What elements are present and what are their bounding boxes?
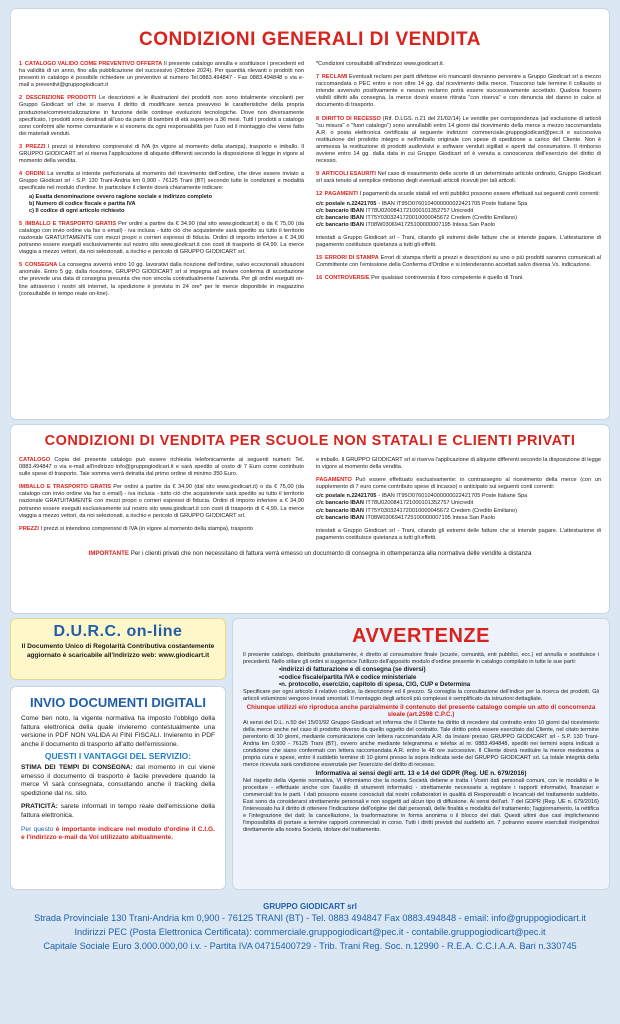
clause-text: I prezzi si intendono comprensivi di IVA (in vigore al momento della stampa), trasporto e imballo. Il GRUPPO GIODICART srl si riserva l'applicazione di aliquote differenti secondo la disposizione di legge in vigore al momento della vendita. [19, 143, 304, 165]
clause-text: Può essere effettuato esclusivamente: in contrassegno al ricevimento della merce (con un supplemento di 7 euro come contributo spese di incasso) o anticipato sui seguenti conti correnti: [316, 477, 601, 491]
clause-imballo [19, 221, 304, 256]
company-name: GRUPPO GIODICART srl [263, 902, 357, 911]
payment-accounts-list [316, 493, 601, 521]
account-label: c/c bancario IBAN [316, 214, 364, 221]
clause-esauriti [316, 171, 601, 185]
digital-intro: Come ben noto, la vigente normativa ha imposto l'obbligo della fattura elettronica della quale invieremo contestualmente una versione in PDF NON VALIDA AI FINI FISCALI. Invieremo in PDF anche il documento di trasporto all'atto dell'emissione. [21, 715, 215, 748]
clause-text: Copia del presente catalogo può essere richiesta telefonicamente ai seguenti numeri: Tel. 0883.494847 o via e-mail all'indirizzo info@gruppogiodicart.it e sarà spedito al costo di 7 Euro come contributo sulle spese di trasporto. Tale somma verrà detratta dal primo ordine di minimo 350 Euro. [19, 457, 304, 478]
private-imballo [19, 484, 304, 519]
durc-body: Il Documento Unico di Regolarità Contributiva costantemente aggiornato è scaricabile all'indirizzo web: www.giodicart.it [21, 643, 215, 659]
account-detail: IT78U0200841721000101352757 Unicredit [365, 207, 474, 214]
note-prefix: Per questo [21, 825, 54, 833]
clause-number: 7 [316, 74, 320, 81]
private-conditions-title: CONDIZIONI DI VENDITA PER SCUOLE NON STATALI E CLIENTI PRIVATI [44, 433, 576, 449]
account-label: c/c postale n.22421705 [316, 493, 377, 500]
clause-number: 2 [19, 95, 23, 102]
clause-pagamenti [316, 191, 601, 228]
clause-text: I pagamenti da scuole statali ed enti pubblici possono essere effettuati sui seguenti conti correnti: [359, 191, 600, 198]
payment-account [316, 500, 601, 507]
clause-consegna [19, 262, 304, 297]
footer-address: Strada Provinciale 130 Trani-Andria km 0,900 - 76125 TRANI (BT) - Tel. 0883 494847 Fax 0883.494848 - email: info@gruppogiodicart.it [34, 913, 586, 923]
account-detail: IT75Y0303241720010000045672 Credem (Credito Emiliano) [365, 507, 518, 514]
clause-text: La vendita si intende perfezionata al momento del ricevimento dell'ordine, che deve essere inviato a Gruppo Giodicart srl - S.P. 130 Trani-Andria km 0,900 - 76125 Trani (BT) secondo tutte le condizioni e modalità specificate nel modulo d'ordine. In particolare il cliente dovrà chiaramente indicare: [19, 171, 305, 192]
clause-descrizione [19, 95, 304, 138]
clause-number: 4 [19, 171, 23, 178]
importante-label: IMPORTANTE [88, 549, 129, 557]
digital-documents-body [11, 710, 225, 848]
payment-accounts-list [316, 201, 601, 229]
clause-keyword: PREZZI [19, 525, 39, 532]
note-conditions: *Condizioni consultabili all'indirizzo www.giodicart.it. [316, 61, 445, 67]
clause-text: Per ordini a partire da € 34,90 (dal sito www.giodicart.it) o da € 75,00 (da catalogo con invio ordine via fax o email) - iva inclusa - tutto ciò che acquisterete sarà spedito su tutto il territorio nazionale GRATUITAMENTE con mezzi propri o corrieri espressi di fiducia. Ordini di importo inferiore a € 34,90 potranno essere eseguiti esclusivamente sul nostro sito www.giodicart.it con costi di trasporto di €4,99. La merce viaggia a mezzo vettori, da noi selezionati, a rischio e pericolo di GRUPPO GIODICART srl. [19, 220, 304, 256]
durc-title: D.U.R.C. on-line [53, 623, 183, 640]
recesso-text: Ai sensi del D.L. n.50 del 15/01/92 Gruppo Giodicart srl informa che il Cliente ha diritto di recedere dal contratto entro 10 giorni dal ricevimento della merce anche nel caso di prodotto diverso da quello oggetto del contratto. Tale diritto potrà essere esercitato dal Cliente, nel citato termine perentorio di 10 giorni, mediante comunicazione con lettera raccomandata A.R. da inviare presso GRUPPO GIODICART srl - S.P. 130 Trani-Andria km 0,900 - 76125 Trani (BT), ovvero anche mediante telegramma e telefax al nr. 0883.494848, spediti nei termini sopra indicati a condizione che siano confermati con lettera raccomandata A.R. entro le 48 ore successive. Il Cliente dovrà restituire la merce medesima a propria cura e spese, entro il suddetto termine di 10 giorni presso la sopra indicata sede del GRUPPO GIODICART srl. La totale integrità della merce ricevuta sarà condizione essenziale per l'esercizio del diritto di recesso. [243, 719, 599, 768]
general-conditions-panel [10, 8, 610, 420]
list-item: a) Esatta denominazione ovvero ragione sociale e indirizzo completo [29, 193, 213, 200]
clause-reclami [316, 74, 601, 109]
gdpr-title: Informativa ai sensi degli artt. 13 e 14 del GDPR (Reg. UE n. 679/2016) [315, 769, 527, 777]
benefit-stima [21, 764, 215, 798]
benefit-text: sarete informati in tempo reale dell'emissione della fattura elettronica. [21, 803, 215, 819]
clause-keyword: ARTICOLI ESAURITI [321, 171, 376, 178]
list-item: • n. protocollo, esercizio, capitolo di spesa, CIG, CUP e Determina [279, 681, 599, 689]
avvertenze-title: AVVERTENZE [352, 625, 490, 647]
clause-number: 5 [19, 262, 23, 269]
clause-text: Errori di stampa riferiti a prezzi e descrizioni su uno o più prodotti saranno comunicati al Committente con l'emissione della Conferma d'Ordine e si intenderanno accettati salvo diversa Vs. indicazione. [316, 255, 602, 269]
payment-account [316, 515, 601, 522]
benefits-heading: QUESTI I VANTAGGI DEL SERVIZIO: [44, 751, 192, 762]
clause-keyword: CONTROVERSIE [324, 275, 370, 282]
account-detail: IT78U0200841721000101352757 Unicredit [365, 500, 474, 507]
avvertenze-intro: Il presente catalogo, distribuito gratuitamente, è diretto al consumatore finale (scuole, comunità, enti pubblici, ecc.) ed annulla e sostituisce i precedenti. Nello stilare gli ordini si suggerisce l'utilizzo dell'apposito modulo d'ordine presente in catalogo compilato in tutte le sue parti: [243, 652, 599, 665]
footer-registry: Capitale Sociale Euro 3.000.000,00 i.v. - Partita IVA 04715400729 - Trib. Trani Reg. Soc. n.12990 - R.E.A. C.C.I.A.A. Bari n.330745 [43, 941, 577, 951]
general-left-column [19, 61, 304, 304]
order-requirements-list [29, 194, 304, 215]
benefit-text: dal momento in cui viene emesso il documento di trasporto è facile prevedere quando la merce Vi sarà consegnata, consultando anche il tracking della spedizione dal ns. sito. [21, 763, 215, 797]
account-detail: IT75Y0303241720010000045672 Credem (Credito Emiliano) [365, 214, 518, 221]
private-prezzi-continued: e imballo. Il GRUPPO GIODICART srl si riserva l'applicazione di aliquote differenti secondo la disposizione di legge in vigore al momento della vendita. [316, 457, 601, 471]
clause-number: 5 [19, 220, 23, 227]
clause-text: Per ordini a partire da € 34,90 (dal sito www.giodicart.it) o da € 75,00 (da catalogo con invio ordine via fax o email) - iva inclusa - tutto ciò che acquisterete sarà spedito su tutto il territorio nazionale GRATUITAMENTE con mezzi propri o corrieri espressi di fiducia. Ordini di importo inferiore a € 34,90 potranno essere eseguiti esclusivamente sul nostro sito www.giodicart.it con costi di trasporto di € 4,99. La merce viaggia a mezzo vettori, da noi selezionati, a rischio e pericolo di GRUPPO GIODICART srl. [19, 484, 304, 519]
clause-text: I prezzi si intendono comprensivi di IVA (in vigore al momento della stampa), trasporto [40, 525, 254, 532]
avvertenze-panel [232, 618, 610, 890]
account-label: c/c postale n.22421705 [316, 200, 377, 207]
private-pagamento [316, 477, 601, 522]
clause-number: 16 [316, 275, 323, 282]
payment-account [316, 493, 601, 500]
clause-keyword: RECLAMI [321, 74, 348, 81]
digital-documents-title: INVIO DOCUMENTI DIGITALI [30, 695, 206, 710]
clause-number: 8 [316, 115, 320, 122]
account-detail: IT08W0306941725100000007195 Intesa San Paolo [365, 514, 495, 521]
private-prezzi [19, 526, 304, 533]
list-item: c) Il codice di ogni articolo richiesto [29, 207, 125, 214]
copyright-warning: Chiunque utilizzi e/o riproduca anche parzialmente il contenuto del presente catalogo compie un atto di concorrenza sleale (art.2598 C.P.C.) [246, 703, 596, 719]
clause-keyword: PREZZI [25, 143, 46, 150]
clause-text: Il presente catalogo annulla e sostituisce i precedenti ed ha validità di un anno, fino alla pubblicazione del successivo (Ottobre 2024). Per quantità rilevanti o prodotti non presenti in catalogo è possibile richiedere un preventivo al numero Tel.0883.494847 - Fax 0883.494848 o via e-mail a preventivi@gruppogiodicart.it [19, 61, 304, 89]
clause-number: 1 [19, 61, 23, 67]
clause-catalogo [19, 61, 304, 89]
account-label: c/c bancario IBAN [316, 507, 364, 514]
durc-panel [10, 618, 226, 680]
clause-prezzi [19, 144, 304, 165]
payment-account [316, 215, 601, 222]
importante-text: Per i clienti privati che non necessitano di fattura verrà emesso un documento di consegna in ottemperanza alla normativa delle vendite a distanza [130, 549, 532, 557]
clause-keyword: IMBALLO E TRASPORTO GRATIS [19, 484, 111, 491]
private-conditions-panel [10, 424, 610, 614]
clause-keyword: PAGAMENTO [316, 477, 352, 484]
clause-text: Eventuali reclami per parti difettose e/o mancanti dovranno pervenire a Gruppo Giodicart srl a mezzo raccomandata o PEC entro e non oltre 14 gg. dal ricevimento della merce. Trascorso tale termine il collaudo si intende avvenuto positivamente e nessun reclamo potrà essere successivamente accettato. Qualora fossero visibili difetti alla consegna, la merce dovrà essere ritirata "con riserva" e con denuncia del danno in calce al documento di trasporto. [316, 74, 601, 109]
list-item: • indirizzi di fatturazione e di consegna (se diversi) [279, 666, 599, 674]
general-right-column [316, 61, 601, 304]
payment-intestati: intestati a Gruppo Giodicart srl - Trani, citando gli estremi delle fatture che si intende pagare. L'attestazione di pagamento costituisce quietanza a tutti gli effetti. [316, 234, 601, 248]
clause-number: 3 [19, 143, 23, 150]
clause-keyword: DESCRIZIONE PRODOTTI [26, 95, 97, 102]
list-item: • codice fiscale/partita IVA e codice ministeriale [279, 674, 599, 682]
clause-keyword: ERRORI DI STAMPA [325, 255, 379, 262]
clause-number: 9 [316, 171, 320, 178]
clause-keyword: DIRITTO DI RECESSO [321, 115, 381, 122]
clause-keyword: CATALOGO VALIDO COME PREVENTIVO OFFERTA [24, 61, 163, 67]
clause-controversie [316, 275, 601, 282]
clause-keyword: IMBALLO E TRASPORTO GRATIS [25, 220, 117, 227]
benefit-label: STIMA DEI TEMPI DI CONSEGNA: [21, 763, 133, 771]
company-footer [10, 894, 610, 1018]
clause-errori [316, 255, 601, 269]
clause-recesso [316, 116, 601, 166]
benefit-praticita [21, 803, 215, 820]
account-detail: - IBAN IT95O0760104000000022421705 Poste Italiane Spa [378, 200, 528, 207]
cig-note [21, 826, 215, 843]
general-conditions-title: CONDIZIONI GENERALI DI VENDITA [139, 29, 481, 50]
clause-ordini [19, 171, 304, 215]
benefit-label: PRATICITÀ: [21, 803, 58, 811]
private-catalogo [19, 457, 304, 478]
gdpr-text: Nel rispetto della vigente normativa, Vi informiamo che la nostra Società detiene e tratta i Vostri dati personali comuni, con le modalità e le procedure - effettuate anche con l'ausilio di strumenti informatici - strettamente necessarie a regolare i rapporti informativi, finanziari e commerciali tra le parti. I dati possono essere conosciuti dai nostri collaboratori in qualità di Responsabili o Incaricati del trattamento suddetto. Essi sono da considerarsi strettamente personali e non soggetti ad alcun tipo di diffusione. Ai sensi dell'art. 7 del GDPR (Reg. UE n. 679/2016) l'interessato ha il diritto di ottenere l'indicazione dell'origine dei dati personali, delle finalità e modalità del trattamento; l'aggiornamento, la rettifica e l'integrazione dei dati; la cancellazione, la trasformazione in forma anonima o il blocco dei dati. Questi ultimi due casi implicheranno l'impossibilità di portare a termine rapporti commerciali in corso. Tutti i diritti previsti dal suddetto art. 7 potranno essere esercitati rivolgendosi direttamente alla nostra Società, titolare del trattamento. [243, 777, 599, 833]
account-detail: - IBAN IT95O0760104000000022421705 Poste Italiane Spa [378, 493, 528, 500]
private-right-column [316, 457, 601, 548]
clause-text: Le descrizioni e le illustrazioni dei prodotti non sono totalmente vincolanti per Gruppo Giodicart srl che si riserva il diritto di modificare senza preavviso le caratteristiche della propria produzione/commercializzazione in funzione delle continue evoluzioni tecnologiche. Dove non diversamente specificato, i prodotti sono destinati all'uso da parte di bambini di età superiore a 36 mesi. Tutti i prodotti a catalogo sono conformi alle norme comunitarie e si esonera da ogni responsabilità per l'uso ed il montaggio che viene fatto dei materiali venduti. [19, 95, 304, 137]
clause-keyword: ORDINI [25, 171, 45, 178]
payment-intestati: intestati a Gruppo Giodicart srl - Trani, citando gli estremi delle fatture che si intende pagare. L'attestazione di pagamento costituisce quietanza a tutti gli effetti. [316, 527, 601, 541]
note-highlight: è importante indicare nel modulo d'ordine il C.I.G. e l'indirizzo e-mail da Voi utilizzato abitualmente. [21, 825, 215, 842]
account-label: c/c bancario IBAN [316, 207, 364, 214]
clause-number: 15 [316, 255, 323, 262]
avvertenze-list [279, 666, 599, 689]
clause-keyword: CATALOGO [19, 457, 51, 463]
clause-text: (Rif. D.LGS. n.21 del 21/02/14) Le vendite per corrispondenza (ad esclusione di articoli "su misura" o "fuori catalogo") sono annullabili entro 14 giorni dal ricevimento della merce a mezzo raccomandata A.R. o posta elettronica certificata al seguente indirizzo: commerciale.gruppogiodicart@pec.it e successiva restituzione del prodotto integro e nell'imballo originale con spese di spedizione a carico del Cliente. Non è ammessa la restituzione di prodotti audiovisivi e software venduti sigillati e aperti dal consumatore. Il rimborso avviene entro 14 gg. dalla data in cui Gruppo Giodicart srl è venuta a conoscenza dell'esercizio del diritto di recesso. [316, 115, 601, 165]
avvertenze-body [233, 648, 609, 834]
private-left-column [19, 457, 304, 548]
clause-keyword: PAGAMENTI [324, 191, 358, 198]
payment-account [316, 208, 601, 215]
avvertenze-spec: Specificare per ogni articolo il relativo codice, la descrizione ed il prezzo. Si consiglia la consultazione dell'indice per la ricerca dei prodotti. Gli articoli voluminosi vengono inviati smontati. Il montaggio degli articoli più complessi è semplificato da istruzioni dettagliate. [243, 688, 599, 702]
payment-account [316, 201, 601, 208]
digital-documents-panel [10, 686, 226, 890]
account-detail: IT08W0306941725100000007195 Intesa San Paolo [365, 221, 495, 228]
clause-text: La consegna avverrà entro 10 gg. lavorativi dalla ricezione dell'ordine, salvo eccezionali situazioni anomale. Entro 5 gg. dalla ricezione, GRUPPO GIODICART srl si impegna ad inviare conferma di accettazione che prevede una data di consegna presunta che non vincola contrattualmente l'azienda. Per gli ordini eseguiti on-line attraverso i nostri siti internet, la spedizione è prevista in 24 ore* per le merce disponibile in magazzino (consultabile in tempo reale on-line). [19, 262, 304, 297]
payment-account [316, 508, 601, 515]
clause-text: Per qualsiasi controversia il foro competente è quello di Trani. [371, 275, 524, 282]
clause-number: 12 [316, 191, 323, 198]
importante-note [11, 548, 609, 558]
account-label: c/c bancario IBAN [316, 500, 364, 507]
clause-text: Nel caso di esaurimento delle scorte di un determinato articolo ordinato, Gruppo Giodicart srl sarà tenuto al semplice rimborso degli eventuali articoli ricevuti per tali articoli. [316, 171, 601, 185]
account-label: c/c bancario IBAN [316, 221, 364, 228]
list-item: b) Numero di codice fiscale e partita IVA [29, 200, 136, 207]
clause-keyword: CONSEGNA [24, 262, 58, 269]
payment-account [316, 222, 601, 229]
footer-pec: Indirizzi PEC (Posta Elettronica Certificata): commerciale.gruppogiodicart@pec.it - contabile.gruppogiodicart@pec.it [74, 927, 546, 937]
account-label: c/c bancario IBAN [316, 514, 364, 521]
